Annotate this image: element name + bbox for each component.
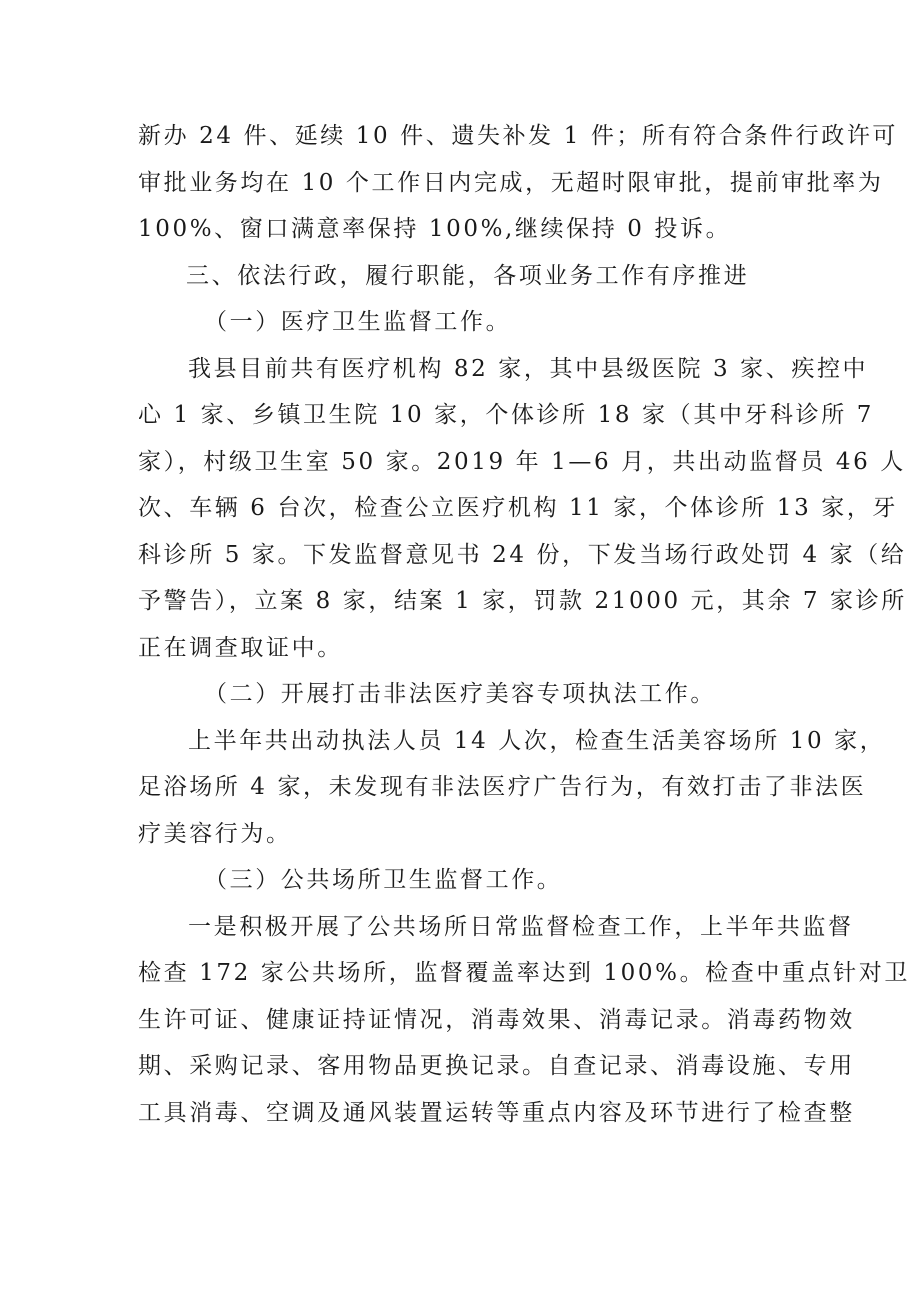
body-line: 足浴场所 4 家，未发现有非法医疗广告行为，有效打击了非法医 bbox=[138, 774, 867, 800]
body-line: 正在调查取证中。 bbox=[138, 634, 343, 661]
body-line: 100%、窗口满意率保持 100%,继续保持 0 投诉。 bbox=[138, 216, 732, 242]
body-line: 新办 24 件、延续 10 件、遗失补发 1 件；所有符合条件行政许可 bbox=[138, 123, 899, 149]
body-line: 审批业务均在 10 个工作日内完成，无超时限审批，提前审批率为 bbox=[138, 169, 884, 196]
body-line: 心 1 家、乡镇卫生院 10 家，个体诊所 18 家（其中牙科诊所 7 bbox=[138, 402, 874, 428]
section-heading: 三、依法行政，履行职能，各项业务工作有序推进 bbox=[186, 262, 750, 289]
document-body bbox=[138, 113, 910, 1136]
subsection-heading: （一）医疗卫生监督工作。 bbox=[204, 309, 512, 335]
body-line: 家），村级卫生室 50 家。2019 年 1—6 月，共出动监督员 46 人 bbox=[138, 448, 906, 475]
body-line: 予警告），立案 8 家，结案 1 家，罚款 21000 元，其余 7 家诊所 bbox=[138, 588, 907, 614]
body-line: 一是积极开展了公共场所日常监督检查工作，上半年共监督 bbox=[188, 913, 854, 940]
body-line: 疗美容行为。 bbox=[138, 820, 292, 847]
subsection-heading: （三）公共场所卫生监督工作。 bbox=[204, 867, 563, 893]
body-line: 检查 172 家公共场所，监督覆盖率达到 100%。检查中重点针对卫 bbox=[138, 960, 910, 986]
body-line: 次、车辆 6 台次，检查公立医疗机构 11 家，个体诊所 13 家，牙 bbox=[138, 495, 899, 521]
body-line: 期、采购记录、客用物品更换记录。自查记录、消毒设施、专用 bbox=[138, 1053, 855, 1079]
body-line: 科诊所 5 家。下发监督意见书 24 份，下发当场行政处罚 4 家（给 bbox=[138, 541, 907, 568]
body-line: 上半年共出动执法人员 14 人次，检查生活美容场所 10 家， bbox=[188, 727, 886, 754]
body-line: 我县目前共有医疗机构 82 家，其中县级医院 3 家、疾控中 bbox=[188, 355, 869, 382]
body-line: 生许可证、健康证持证情况，消毒效果、消毒记录。消毒药物效 bbox=[138, 1006, 855, 1033]
body-line: 工具消毒、空调及通风装置运转等重点内容及环节进行了检查整 bbox=[138, 1099, 855, 1126]
subsection-heading: （二）开展打击非法医疗美容专项执法工作。 bbox=[204, 681, 716, 707]
